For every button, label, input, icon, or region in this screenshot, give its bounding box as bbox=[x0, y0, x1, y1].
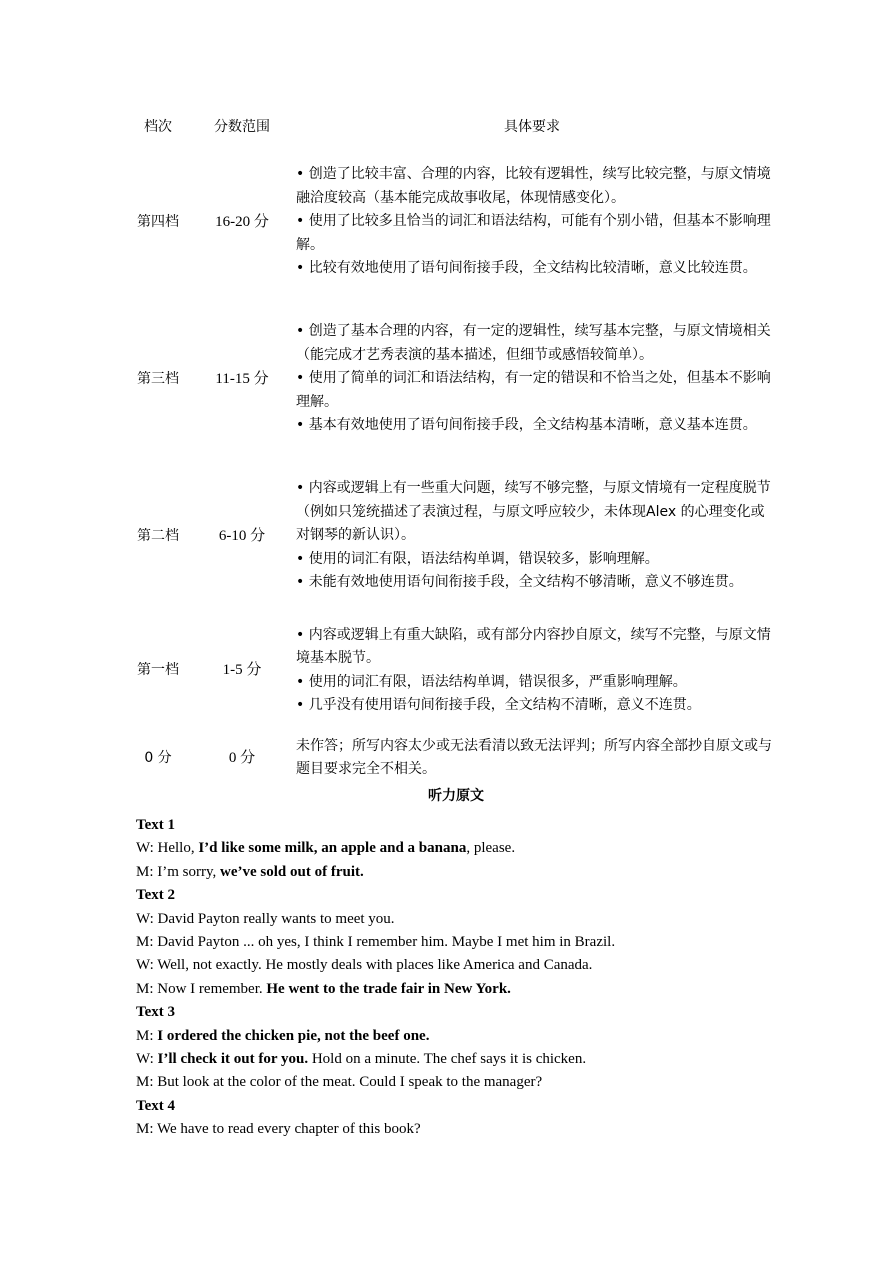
text-section-label bbox=[136, 884, 776, 907]
dialogue-text: Text 1 bbox=[136, 817, 176, 833]
dialogue-text: Hold on a minute. The chef says it is chicken. bbox=[308, 1051, 587, 1068]
requirement-item: • 使用了比较多且恰当的词汇和语法结构，可能有个别小错，但基本不影响理解。 bbox=[296, 213, 771, 253]
range-cell: 16-20 分 bbox=[215, 213, 269, 230]
answer-highlight: I ordered the chicken pie, not the beef one. bbox=[157, 1027, 430, 1044]
range-cell: 0 分 bbox=[228, 749, 256, 766]
dialogue-text: M: Now I remember. bbox=[136, 980, 267, 997]
requirement-item: • 几乎没有使用语句间衔接手段，全文结构不清晰，意义不连贯。 bbox=[296, 697, 701, 713]
dialogue-line bbox=[136, 1048, 776, 1071]
header-range: 分数范围 bbox=[214, 119, 270, 135]
dialogue-text: W: David Payton really wants to meet you. bbox=[136, 910, 395, 927]
dialogue-text: Text 2 bbox=[136, 887, 176, 904]
requirements-cell bbox=[286, 458, 778, 615]
dialogue-text: M: David Payton ... oh yes, I think I remember him. Maybe I met him in Brazil. bbox=[136, 934, 616, 951]
text-section-label bbox=[136, 1095, 776, 1118]
dialogue-text: M: We have to read every chapter of this book? bbox=[136, 1121, 421, 1138]
rubric-row bbox=[118, 301, 778, 458]
level-cell: 0 分 bbox=[144, 749, 172, 766]
answer-highlight: He went to the trade fair in New York. bbox=[266, 980, 511, 997]
requirement-item: 未作答；所写内容太少或无法看清以致无法评判；所写内容全部抄自原文或与题目要求完全不相关。 bbox=[296, 737, 772, 777]
dialogue-text: M: bbox=[136, 1027, 158, 1044]
dialogue-text: W: Well, not exactly. He mostly deals with places like America and Canada. bbox=[136, 957, 593, 974]
dialogue-line bbox=[136, 931, 776, 954]
dialogue-line bbox=[136, 837, 776, 860]
requirements-cell bbox=[286, 727, 778, 790]
requirements-cell bbox=[286, 615, 778, 727]
header-requirements: 具体要求 bbox=[504, 119, 560, 135]
transcript-lines bbox=[136, 814, 776, 1142]
dialogue-text: M: But look at the color of the meat. Could I speak to the manager? bbox=[136, 1074, 543, 1091]
answer-highlight: I’d like some milk, an apple and a banana bbox=[198, 840, 467, 857]
rubric-row bbox=[118, 144, 778, 301]
text-section-label bbox=[136, 1001, 776, 1024]
requirement-item: • 使用的词汇有限，语法结构单调，错误很多，严重影响理解。 bbox=[296, 673, 687, 690]
dialogue-text: M: I’m sorry, bbox=[136, 863, 221, 880]
text-section-label bbox=[136, 814, 776, 837]
requirement-item: • 使用了简单的词汇和语法结构，有一定的错误和不恰当之处，但基本不影响理解。 bbox=[296, 370, 771, 410]
answer-highlight: I’ll check it out for you. bbox=[157, 1051, 309, 1068]
answer-highlight: we’ve sold out of fruit. bbox=[220, 863, 364, 880]
level-cell: 第四档 bbox=[137, 213, 179, 230]
rubric-row bbox=[118, 727, 778, 790]
requirement-item: • 使用的词汇有限，语法结构单调，错误较多，影响理解。 bbox=[296, 550, 659, 567]
header-level: 档次 bbox=[144, 119, 172, 135]
range-cell: 1-5 分 bbox=[222, 662, 262, 679]
dialogue-text: W: bbox=[136, 1051, 158, 1068]
rubric-row bbox=[118, 458, 778, 615]
range-cell: 11-15 分 bbox=[215, 370, 269, 387]
level-cell: 第一档 bbox=[137, 662, 179, 679]
dialogue-line bbox=[136, 861, 776, 884]
requirement-item: • 内容或逻辑上有一些重大问题，续写不够完整，与原文情境有一定程度脱节（例如只笼统描述了表演过程，与原文呼应较少，未体现Alex 的心理变化或对钢琴的新认识）。 bbox=[296, 480, 771, 544]
requirement-item: • 基本有效地使用了语句间衔接手段，全文结构基本清晰，意义基本连贯。 bbox=[296, 417, 757, 434]
dialogue-text: , please. bbox=[466, 840, 516, 857]
rubric-header-row bbox=[118, 108, 778, 144]
listening-transcript bbox=[136, 784, 776, 1142]
rubric-row bbox=[118, 615, 778, 727]
level-cell: 第三档 bbox=[137, 370, 179, 387]
dialogue-line bbox=[136, 978, 776, 1001]
requirement-item: • 未能有效地使用语句间衔接手段，全文结构不够清晰，意义不够连贯。 bbox=[296, 574, 743, 591]
dialogue-line bbox=[136, 954, 776, 977]
dialogue-line bbox=[136, 1118, 776, 1141]
dialogue-text: Text 4 bbox=[136, 1097, 176, 1114]
dialogue-text: Text 3 bbox=[136, 1004, 176, 1021]
transcript-heading: 听力原文 bbox=[428, 788, 484, 804]
requirements-cell bbox=[286, 301, 778, 458]
scoring-rubric-table bbox=[118, 108, 778, 790]
range-cell: 6-10 分 bbox=[218, 527, 266, 544]
dialogue-line bbox=[136, 908, 776, 931]
requirement-item: • 创造了基本合理的内容，有一定的逻辑性，续写基本完整，与原文情境相关（能完成才艺秀表演的基本描述，但细节或感悟较简单）。 bbox=[296, 323, 771, 363]
dialogue-line bbox=[136, 1071, 776, 1094]
requirements-cell bbox=[286, 144, 778, 301]
dialogue-text: W: Hello, bbox=[136, 840, 199, 857]
level-cell: 第二档 bbox=[137, 527, 179, 544]
requirement-item: • 比较有效地使用了语句间衔接手段，全文结构比较清晰，意义比较连贯。 bbox=[296, 260, 757, 277]
requirement-item: • 内容或逻辑上有重大缺陷，或有部分内容抄自原文，续写不完整，与原文情境基本脱节。 bbox=[296, 626, 771, 666]
dialogue-line bbox=[136, 1025, 776, 1048]
requirement-item: • 创造了比较丰富、合理的内容，比较有逻辑性，续写比较完整，与原文情境融洽度较高（基本能完成故事收尾，体现情感变化）。 bbox=[296, 166, 771, 206]
